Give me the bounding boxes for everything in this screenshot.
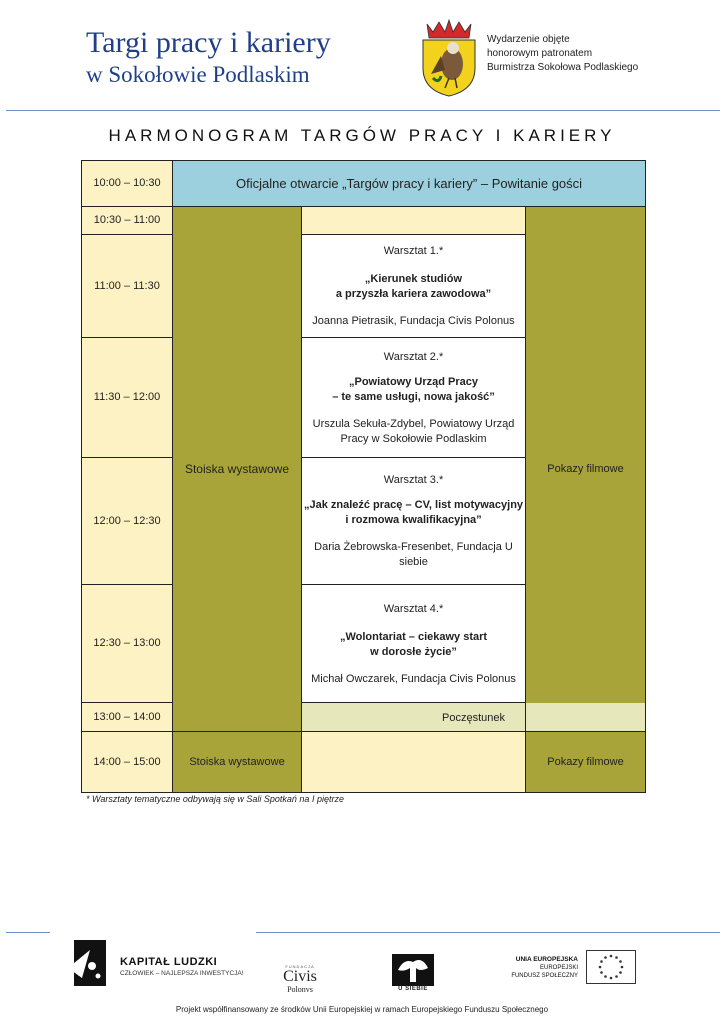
workshop-title-line: „Powiatowy Urząd Pracy <box>349 375 478 388</box>
stands-cell: Stoiska wystawowe <box>173 732 302 793</box>
presenter-line: Pracy w Sokołowie Podlaskim <box>340 432 487 445</box>
workshop-title-line: – te same usługi, nowa jakość” <box>332 390 495 403</box>
workshop-presenter: Joanna Pietrasik, Fundacja Civis Polonus <box>312 315 515 327</box>
workshop-cell <box>302 338 526 458</box>
footer-divider <box>6 932 50 933</box>
u-siebie-tree-logo-icon <box>390 952 436 988</box>
civis-polonus-label: Polonvs <box>287 985 313 994</box>
workshop-presenter <box>302 540 525 570</box>
workshop-presenter: Michał Owczarek, Fundacja Civis Polonus <box>311 672 516 685</box>
workshop-cell <box>302 235 526 338</box>
schedule-table <box>81 160 646 793</box>
stands-cell: Stoiska wystawowe <box>173 207 302 732</box>
eu-line: FUNDUSZ SPOŁECZNY <box>511 973 578 979</box>
patronage-note <box>487 33 638 75</box>
workshop-title-line: a przyszła kariera zawodowa” <box>335 288 492 300</box>
eu-line: UNIA EUROPEJSKA <box>515 956 578 963</box>
time-cell: 11:00 – 11:30 <box>82 235 173 338</box>
civis-fundacja-label: FUNDACJA <box>285 964 315 969</box>
footnote: * Warsztaty tematyczne odbywają się w Sali Spotkań na I piętrze <box>86 794 344 804</box>
workshop-title <box>302 498 525 528</box>
kapital-ludzki-slogan: CZŁOWIEK – NAJLEPSZA INWESTYCJA! <box>120 970 244 977</box>
cofinancing-note: Projekt współfinansowany ze środków Unii Europejskiej w ramach Europejskiego Funduszu Społecznego <box>175 1005 549 1014</box>
workshop-label: Warsztat 4.* <box>383 602 444 615</box>
kapital-ludzki-logo-icon <box>68 938 114 988</box>
time-cell: 13:00 – 14:00 <box>82 703 173 732</box>
workshop-title <box>302 375 525 405</box>
empty-cell <box>302 732 526 793</box>
time-cell: 10:30 – 11:00 <box>82 207 173 235</box>
patron-line: Burmistrza Sokołowa Podlaskiego <box>487 62 639 73</box>
patron-line: honorowym patronatem <box>487 48 593 59</box>
workshop-cell <box>302 458 526 585</box>
footer-divider <box>256 932 720 933</box>
time-cell: 11:30 – 12:00 <box>82 338 173 458</box>
time-cell: 12:00 – 12:30 <box>82 458 173 585</box>
workshop-label: Warsztat 3.* <box>383 474 444 486</box>
lunch-cell <box>302 703 646 732</box>
films-cell: Pokazy filmowe <box>526 207 646 732</box>
workshop-label: Warsztat 1.* <box>383 245 444 257</box>
workshop-title <box>302 630 525 660</box>
kapital-ludzki-title: KAPITAŁ LUDZKI <box>120 956 218 968</box>
schedule-heading: HARMONOGRAM TARGÓW PRACY I KARIERY <box>108 126 616 145</box>
sokolow-crest-icon <box>419 18 479 98</box>
header-divider <box>6 110 720 111</box>
workshop-title <box>302 272 525 302</box>
time-cell: 12:30 – 13:00 <box>82 585 173 703</box>
empty-cell <box>302 207 526 235</box>
lunch-label: Poczęstunek <box>442 711 505 724</box>
presenter-line: Urszula Sekuła-Zdybel, Powiatowy Urząd <box>312 417 515 430</box>
workshop-title-line: i rozmowa kwalifikacyjna” <box>345 514 482 526</box>
workshop-title-line: „Kierunek studiów <box>364 273 463 285</box>
workshop-title-line: „Jak znaleźć pracę – CV, list motywacyjny <box>303 499 524 511</box>
u-siebie-label: U SIEBIE <box>398 986 428 992</box>
workshop-cell <box>302 585 526 703</box>
civis-polonus-logo <box>277 964 323 994</box>
workshop-label: Warsztat 2.* <box>383 350 444 363</box>
eu-label <box>496 956 578 980</box>
eu-flag-icon <box>586 950 636 984</box>
films-cell: Pokazy filmowe <box>526 732 646 793</box>
presenter-line: siebie <box>399 556 428 568</box>
civis-name: Civis <box>283 968 317 985</box>
patron-line: Wydarzenie objęte <box>487 34 570 45</box>
opening-cell: Oficjalne otwarcie „Targów pracy i kariery” – Powitanie gości <box>173 161 646 207</box>
workshop-title-line: „Wolontariat – ciekawy start <box>339 630 488 643</box>
workshop-presenter <box>302 417 525 447</box>
workshop-title-line: w dorosłe życie” <box>370 645 457 658</box>
page-title: Targi pracy i kariery <box>86 26 331 59</box>
eu-line: EUROPEJSKI <box>539 965 578 971</box>
time-cell: 14:00 – 15:00 <box>82 732 173 793</box>
presenter-line: Daria Żebrowska-Fresenbet, Fundacja U <box>314 541 513 553</box>
time-cell: 10:00 – 10:30 <box>82 161 173 207</box>
page-subtitle: w Sokołowie Podlaskim <box>86 62 310 87</box>
